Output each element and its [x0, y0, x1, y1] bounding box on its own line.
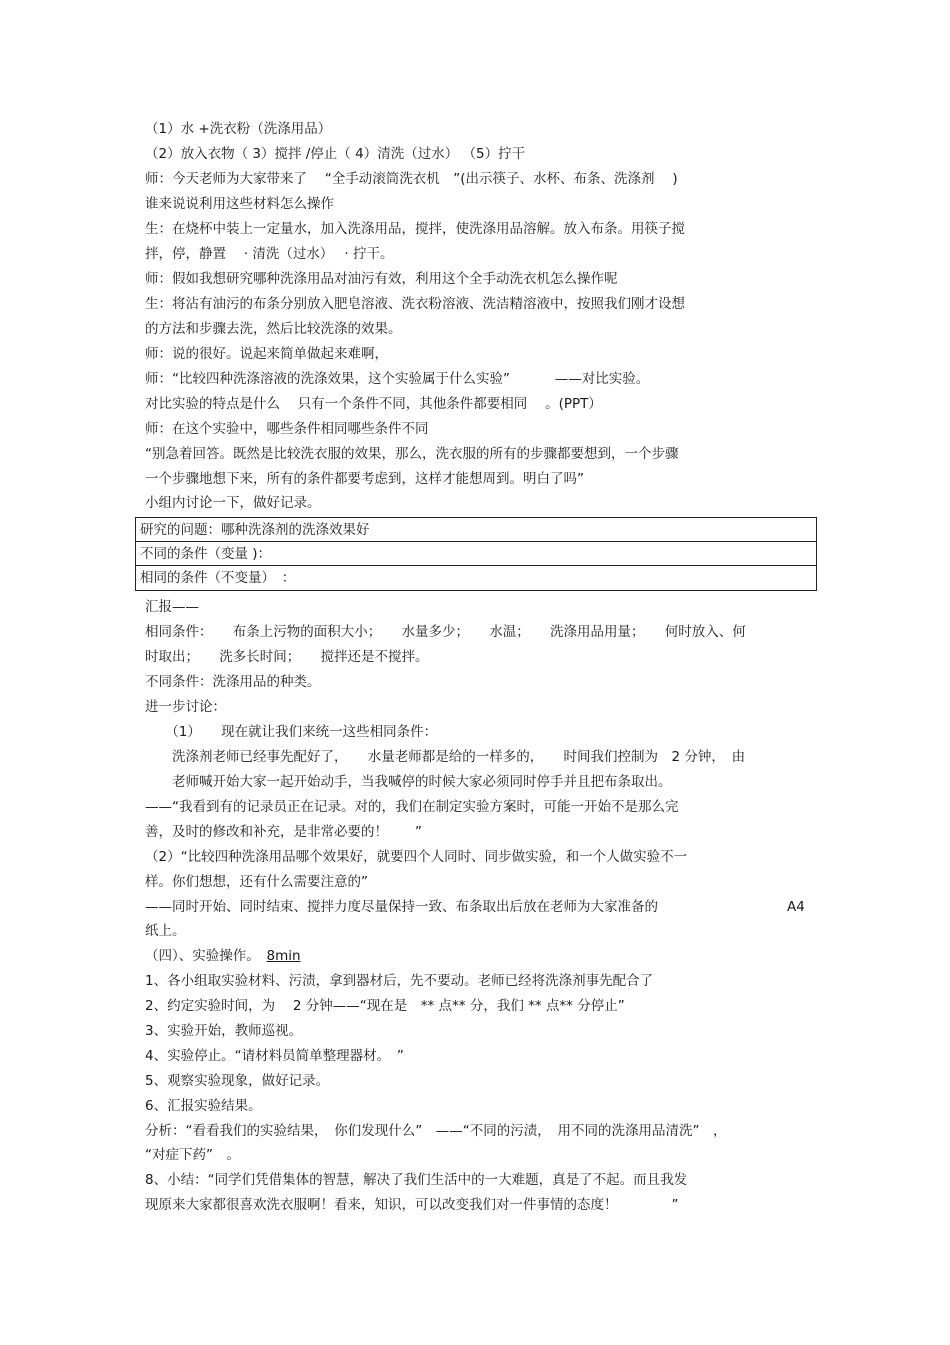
- text-line: 对比实验的特点是什么 只有一个条件不同，其他条件都要相同 。(PPT）: [145, 396, 602, 412]
- text-line: 生：将沾有油污的布条分别放入肥皂溶液、洗衣粉溶液、洗洁精溶液中，按照我们刚才设想: [145, 296, 685, 312]
- text-line: 师：“比较四种洗涤溶液的洗涤效果，这个实验属于什么实验” ——对比实验。: [145, 371, 650, 387]
- text-line: 相同条件： 布条上污物的面积大小； 水量多少； 水温； 洗涤用品用量； 何时放入、何: [145, 624, 746, 640]
- text-line: “别急着回答。既然是比较洗衣服的效果，那么，洗衣服的所有的步骤都要想到，一个步骤: [145, 446, 679, 462]
- text-line: 师：说的很好。说起来简单做起来难啊，: [145, 346, 388, 362]
- text-line: 2、约定实验时间，为 2 分钟——“现在是 ** 点** 分，我们 ** 点** 分停止”: [145, 998, 625, 1014]
- text-line: 小组内讨论一下，做好记录。: [145, 495, 321, 511]
- text-line: 拌，停，静置 · 清洗（过水） · 拧干。: [145, 246, 394, 262]
- table-row: 研究的问题：哪种洗涤剂的洗涤效果好: [136, 518, 816, 542]
- text-line: 4、实验停止。“请材料员简单整理器材。 ”: [145, 1048, 404, 1064]
- text-line: ——同时开始、同时结束、搅拌力度尽量保持一致、布条取出后放在老师为大家准备的: [145, 899, 658, 915]
- table-row: 不同的条件（变量 )：: [136, 542, 816, 566]
- text-line: 3、实验开始，教师巡视。: [145, 1023, 303, 1039]
- text-line: 善，及时的修改和补充，是非常必要的！ ”: [145, 824, 422, 840]
- text-line: （2）放入衣物（ 3）搅拌 /停止（ 4）清洗（过水） （5）拧干: [145, 146, 526, 162]
- text-line: 时取出； 洗多长时间； 搅拌还是不搅拌。: [145, 649, 429, 665]
- text-line: 进一步讨论：: [145, 699, 226, 715]
- text-line: 8、小结：“同学们凭借集体的智慧，解决了我们生活中的一大难题，真是了不起。而且我发: [145, 1172, 688, 1188]
- text-line: 汇报——: [145, 599, 199, 615]
- text-line: 师：在这个实验中，哪些条件相同哪些条件不同: [145, 421, 429, 437]
- text-line: 老师喊开始大家一起开始动手，当我喊停的时候大家必须同时停手并且把布条取出。: [145, 774, 672, 790]
- section-heading: [145, 947, 301, 965]
- table-row: 相同的条件（不变量） ：: [140, 570, 296, 586]
- text-line: 5、观察实验现象，做好记录。: [145, 1073, 330, 1089]
- section-title: （四）、实验操作。: [145, 948, 267, 964]
- text-line: （1）水 +洗衣粉（洗涤用品）: [145, 121, 332, 137]
- text-line: 不同条件：洗涤用品的种类。: [145, 674, 321, 690]
- section-time: 8min: [266, 948, 301, 964]
- text-line: “对症下药” 。: [145, 1147, 240, 1163]
- text-line: 洗涤剂老师已经事先配好了， 水量老师都是给的一样多的， 时间我们控制为 2 分钟， 由: [145, 749, 746, 765]
- text-line: 纸上。: [145, 923, 186, 939]
- text-line: 1、各小组取实验材料、污渍，拿到器材后，先不要动。老师已经将洗涤剂事先配合了: [145, 973, 654, 989]
- text-line: 生：在烧杯中装上一定量水，加入洗涤用品，搅拌，使洗涤用品溶解。放入布条。用筷子搅: [145, 221, 685, 237]
- text-line: 师：今天老师为大家带来了 “全手动滚筒洗衣机 ”(出示筷子、水杯、布条、洗涤剂 ): [145, 171, 678, 187]
- text-line: ——“我看到有的记录员正在记录。对的，我们在制定实验方案时，可能一开始不是那么完: [145, 799, 679, 815]
- text-line: 谁来说说利用这些材料怎么操作: [145, 196, 334, 212]
- text-line: 分析：“看看我们的实验结果， 你们发现什么” ——“不同的污渍， 用不同的洗涤用品清洗” ，: [145, 1123, 727, 1139]
- text-line: 现原来大家都很喜欢洗衣服啊！看来，知识，可以改变我们对一件事情的态度！ ”: [145, 1197, 679, 1213]
- record-table: [135, 517, 817, 591]
- text-line: 的方法和步骤去洗，然后比较洗涤的效果。: [145, 321, 402, 337]
- text-line: 样。你们想想，还有什么需要注意的”: [145, 874, 368, 890]
- text-line: 一个步骤地想下来，所有的条件都要考虑到，这样才能想周到。明白了吗”: [145, 471, 584, 487]
- text-line: （2）“比较四种洗涤用品哪个效果好，就要四个人同时、同步做实验，和一个人做实验不一: [145, 849, 688, 865]
- paper-size-label: A4: [787, 899, 805, 915]
- text-line: 6、汇报实验结果。: [145, 1098, 262, 1114]
- text-line: 师：假如我想研究哪种洗涤用品对油污有效，利用这个全手动洗衣机怎么操作呢: [145, 271, 618, 287]
- text-line: （1） 现在就让我们来统一这些相同条件：: [145, 724, 438, 740]
